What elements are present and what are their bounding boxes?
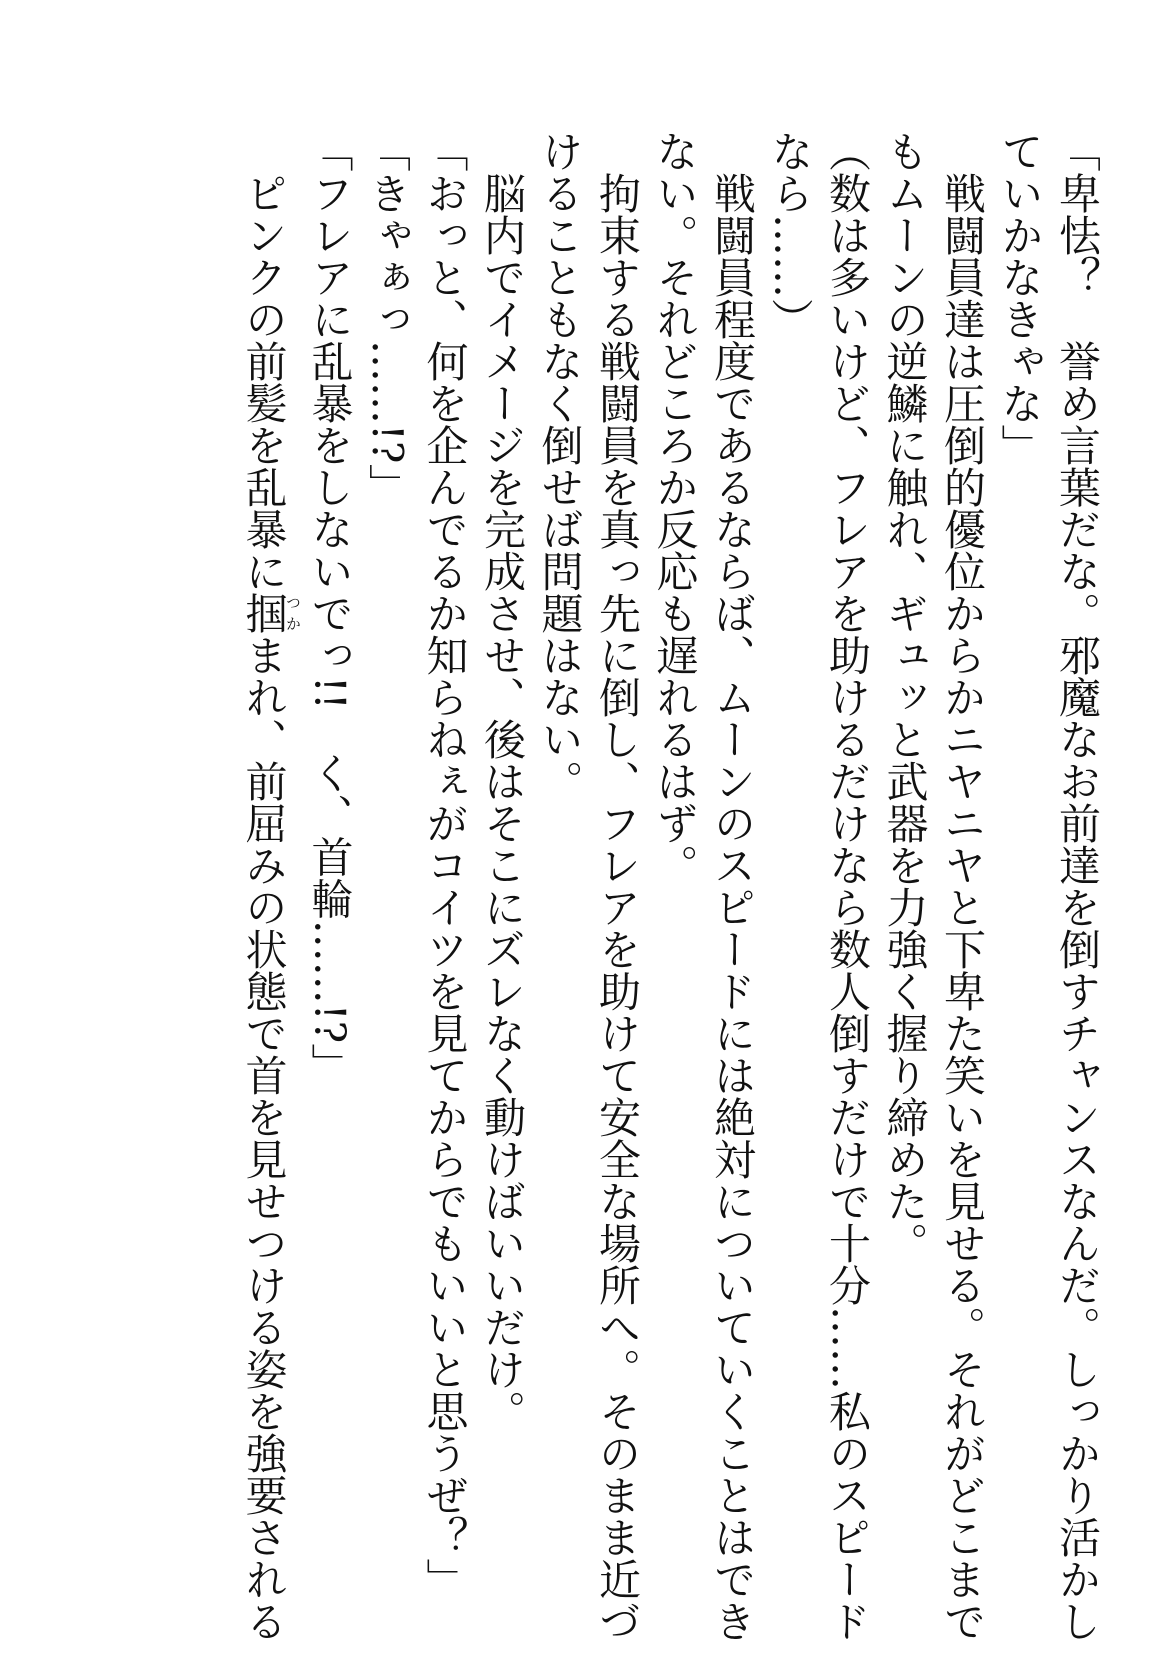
text-line: 脳内でイメージを完成させ、後はそこにズレなく動けばいいだけ。 — [478, 130, 527, 1432]
text-line: 「卑怯？ 誉め言葉だな。邪魔なお前達を倒すチャンスなんだ。しっかり活かし — [1053, 130, 1102, 1642]
text-line: 「フレアに乱暴をしないでっ!! く、首輪……!?」 — [305, 130, 355, 1086]
text-line: 拘束する戦闘員を真っ先に倒し、フレアを助けて安全な場所へ。そのまま近づ — [593, 130, 642, 1642]
text-line: ていかなきゃな」 — [995, 130, 1045, 466]
text-segment: まれ、前屈みの状態で首を見せつける姿を強要される — [239, 634, 289, 1642]
text-segment: ピンクの前髪を乱暴に — [239, 130, 289, 592]
text-line: 「きゃぁっ……!?」 — [363, 130, 412, 506]
text-line: ない。それどころか反応も遅れるはず。 — [650, 130, 700, 886]
text-line: 「おっと、何を企んでるか知らねぇがコイツを見てからでもいいと思うぜ？」 — [420, 130, 470, 1600]
text-line: なら……） — [765, 130, 815, 340]
ruby-reading: つか — [284, 592, 302, 634]
text-line: もムーンの逆鱗に触れ、ギュッと武器を力強く握り締めた。 — [880, 130, 930, 1264]
text-line: けることもなく倒せば問題はない。 — [535, 130, 585, 802]
text-line: （数は多いけど、フレアを助けるだけなら数人倒すだけで十分……私のスピード — [823, 130, 872, 1642]
vertical-text-body — [235, 130, 1106, 1642]
text-line: 戦闘員達は圧倒的優位からかニヤニヤと下卑た笑いを見せる。それがどこまで — [938, 130, 987, 1642]
ruby-base: 掴 — [239, 592, 289, 634]
text-line-with-ruby — [235, 130, 302, 1642]
text-line: 戦闘員程度であるならば、ムーンのスピードには絶対についていくことはでき — [708, 130, 757, 1642]
ruby-annotation — [239, 592, 302, 634]
